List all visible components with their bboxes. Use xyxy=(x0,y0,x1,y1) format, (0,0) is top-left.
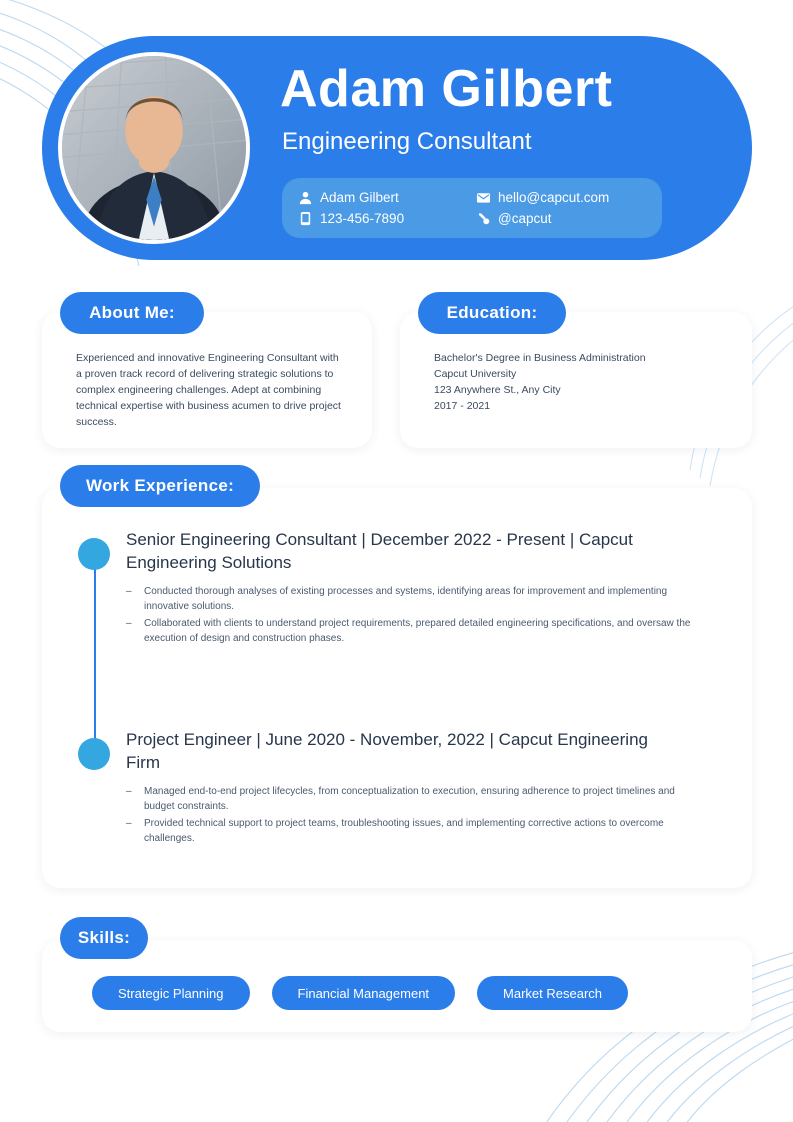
contact-social-text: @capcut xyxy=(498,211,552,226)
education-section-title: Education: xyxy=(418,292,566,334)
person-icon xyxy=(298,190,313,205)
bullet-dash: – xyxy=(126,618,132,629)
list-item xyxy=(126,784,706,814)
page-title: Adam Gilbert xyxy=(280,60,613,118)
bullet-text: Provided technical support to project teams, troubleshooting issues, and implementing corrective actions to overcome challenges. xyxy=(144,818,664,844)
skills-section-title: Skills: xyxy=(60,917,148,959)
contact-email[interactable] xyxy=(476,190,646,205)
work-item xyxy=(126,728,706,848)
bullet-text: Collaborated with clients to understand project requirements, prepared detailed engineering specifications, and oversaw the execution of design and construction phases. xyxy=(144,618,691,644)
contact-name xyxy=(298,190,468,205)
contact-email-text: hello@capcut.com xyxy=(498,190,610,205)
bullet-dash: – xyxy=(126,786,132,797)
social-icon xyxy=(476,211,491,226)
bullet-text: Managed end-to-end project lifecycles, from conceptualization to execution, ensuring adherence to project timelines and budget constraints. xyxy=(144,786,675,812)
work-item-bullets xyxy=(126,784,706,846)
job-role: Engineering Consultant xyxy=(282,128,532,155)
skills-list xyxy=(92,976,628,1010)
header-banner xyxy=(42,36,752,260)
bullet-dash: – xyxy=(126,818,132,829)
avatar-photo xyxy=(62,56,246,240)
education-line: Capcut University xyxy=(434,368,517,380)
work-item xyxy=(126,528,706,648)
timeline-connector xyxy=(94,560,96,752)
timeline-dot xyxy=(78,538,110,570)
work-item-title: Project Engineer | June 2020 - November, 2022 | Capcut Engineering Firm xyxy=(126,730,648,772)
skill-chip: Market Research xyxy=(477,976,628,1010)
work-item-title: Senior Engineering Consultant | December 2022 - Present | Capcut Engineering Solutions xyxy=(126,530,633,572)
skill-chip: Strategic Planning xyxy=(92,976,250,1010)
contact-info-box xyxy=(282,178,662,238)
list-item xyxy=(126,584,706,614)
phone-icon xyxy=(298,211,313,226)
education-line: Bachelor's Degree in Business Administration xyxy=(434,352,646,364)
work-item-bullets xyxy=(126,584,706,646)
bullet-dash: – xyxy=(126,586,132,597)
contact-phone[interactable] xyxy=(298,211,468,226)
education-line: 123 Anywhere St., Any City xyxy=(434,384,561,396)
envelope-icon xyxy=(476,190,491,205)
avatar xyxy=(58,52,250,244)
list-item xyxy=(126,816,706,846)
about-text: Experienced and innovative Engineering Consultant with a proven track record of delivering strategic solutions to complex engineering challenges. Adept at combining technical expertise with business acumen to drive project success. xyxy=(76,352,341,428)
contact-social[interactable] xyxy=(476,211,646,226)
skills-card xyxy=(42,940,752,1032)
bullet-text: Conducted thorough analyses of existing processes and systems, identifying areas for improvement and implementing innovative solutions. xyxy=(144,586,668,612)
skill-chip: Financial Management xyxy=(272,976,456,1010)
about-section-title: About Me: xyxy=(60,292,204,334)
work-section-title: Work Experience: xyxy=(60,465,260,507)
contact-phone-text: 123-456-7890 xyxy=(320,211,405,226)
education-details xyxy=(434,350,734,414)
list-item xyxy=(126,616,706,646)
contact-name-text: Adam Gilbert xyxy=(320,190,399,205)
education-line: 2017 - 2021 xyxy=(434,400,491,412)
timeline-dot xyxy=(78,738,110,770)
